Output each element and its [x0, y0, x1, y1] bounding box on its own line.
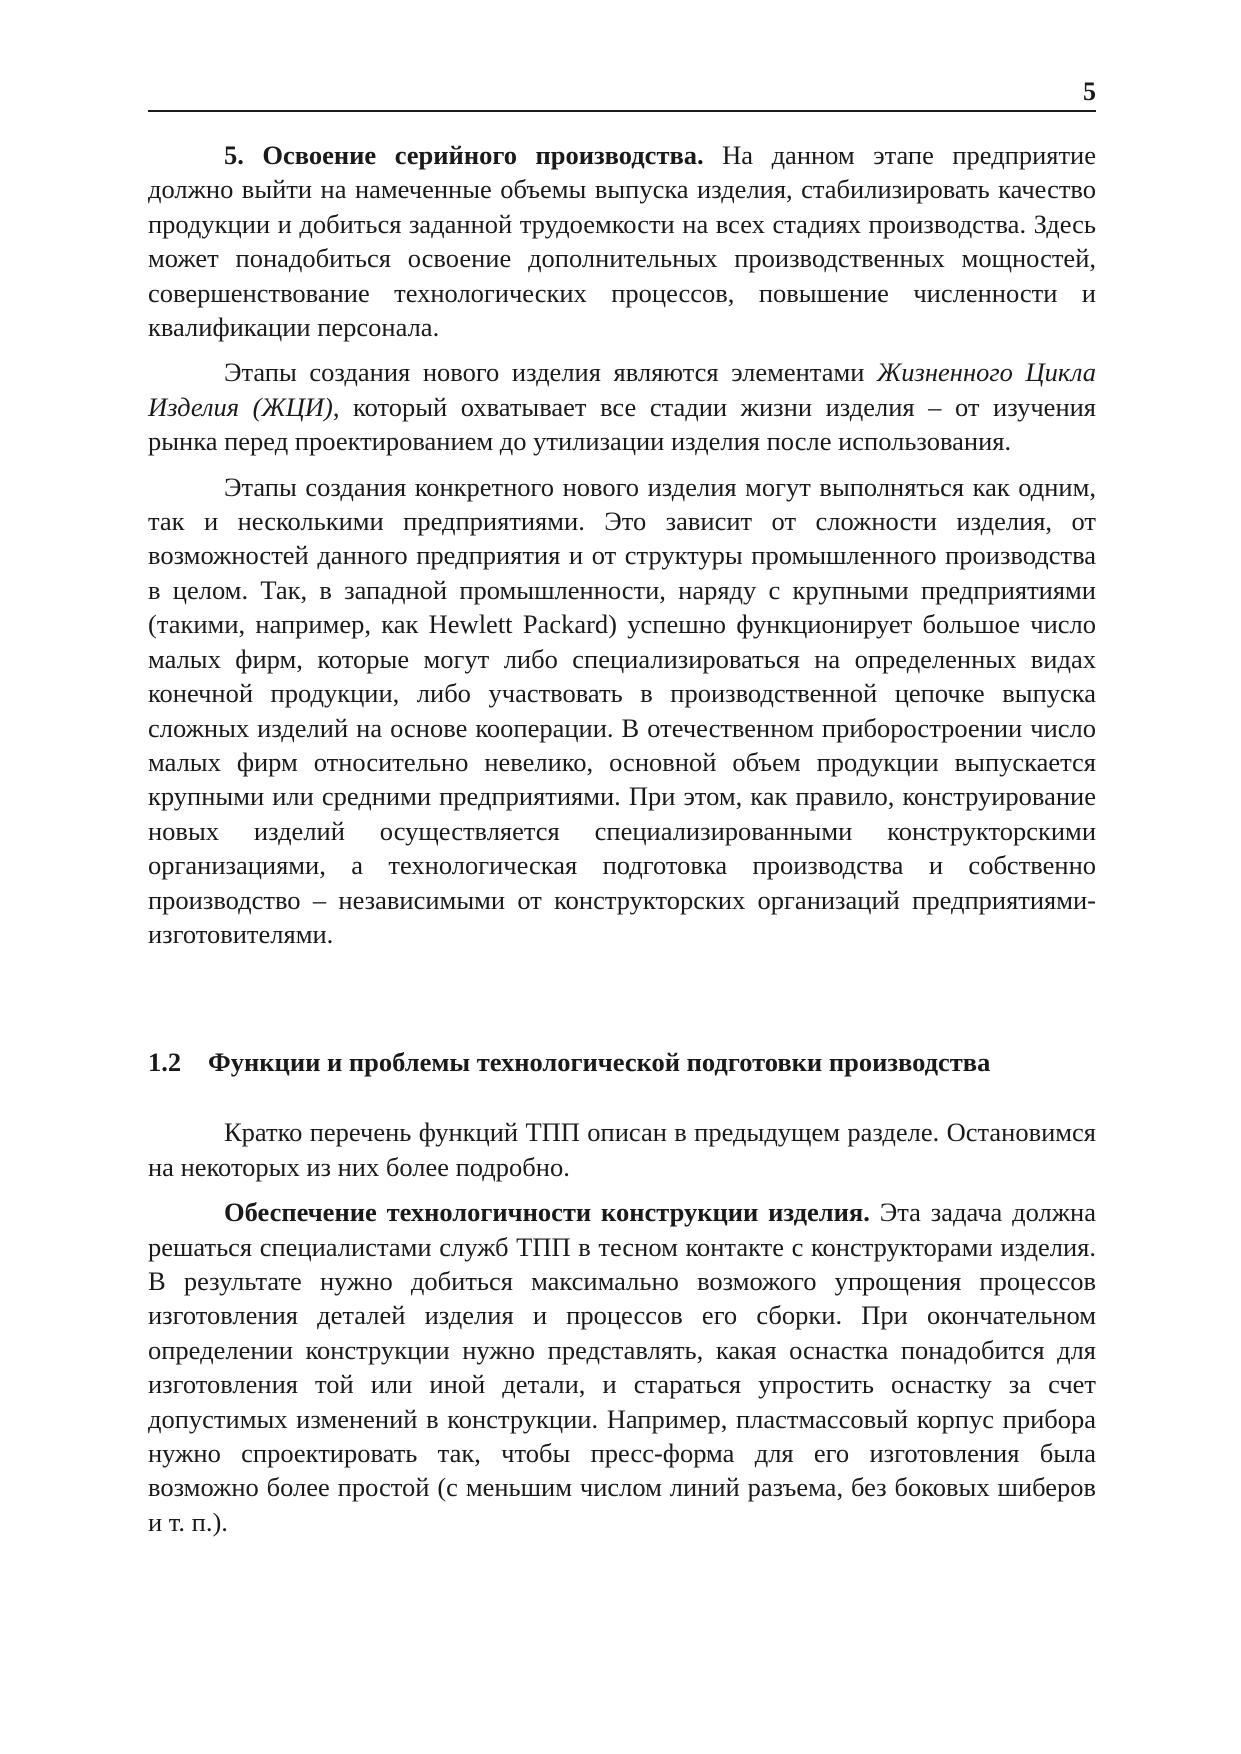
paragraph-functions-intro [148, 1115, 1096, 1184]
page-header [148, 70, 1096, 112]
section-title: Функции и проблемы технологической подготовки производства [208, 1047, 991, 1078]
paragraph-text: Эта задача должна решаться специалистами служб ТПП в тесном контакте с конструкторами изделия. В результате нужно добиться максимально возможого упрощения процессов изготовления деталей изделия и процессов его сборки. При окончательном определении конструкции нужно представлять, какая оснастка понадобится для изготовления той или иной детали, и стараться упростить оснастку за счет допустимых изменений в конструкции. Например, пластмассовый корпус прибора нужно спроектировать так, чтобы пресс-форма для его изготовления была возможно более простой (с меньшим числом линий разъема, без боковых шиберов и т. п.). [148, 1197, 1097, 1537]
paragraph-text: На данном этапе предприятие должно выйти на намеченные объемы выпуска изделия, стабилизировать качество продукции и добиться заданной трудоемкости на всех стадиях производства. Здесь может понадобиться освоение дополнительных производственных мощностей, совершенствование технологических процессов, повышение численности и квалификации персонала. [148, 140, 1097, 343]
paragraph-serial-production [148, 138, 1096, 344]
paragraph-manufacturability [148, 1195, 1096, 1539]
document-page [148, 70, 1096, 1539]
paragraph-product-lifecycle [148, 355, 1096, 458]
paragraph-text-after: , который охватывает все стадии жизни изделия – от изучения рынка перед проектированием до утилизации изделия после использования. [148, 391, 1096, 457]
paragraph-lead-bold: 5. Освоение серийного производства. [224, 140, 704, 170]
page-number: 5 [1083, 77, 1096, 106]
paragraph-production-stages [148, 470, 1096, 952]
paragraph-lead-bold: Обеспечение технологичности конструкции изделия. [224, 1197, 870, 1228]
paragraph-term-italic: Жизненного Цикла Изделия (ЖЦИ) [148, 357, 1096, 422]
paragraph-text: Кратко перечень функций ТПП описан в предыдущем разделе. Остановимся на некоторых из них более подробно. [148, 1117, 1096, 1182]
section-heading [148, 1045, 1096, 1079]
paragraph-text-before: Этапы создания нового изделия являются элементами [224, 357, 878, 388]
section-number: 1.2 [148, 1047, 182, 1078]
paragraph-text: Этапы создания конкретного нового изделия могут выполняться как одним, так и несколькими предприятиями. Это зависит от сложности изделия, от возможностей данного предприятия и от структуры промышленного производства в целом. Так, в западной промышленности, наряду с крупными предприятиями (такими, например, как Hewlett Packard) успешно функционирует большое число малых фирм, которые могут либо специализироваться на определенных видах конечной продукции, либо участвовать в производственной цепочке выпуска сложных изделий на основе кооперации. В отечественном приборостроении число малых фирм относительно невелико, основной объем продукции выпускается крупными или средними предприятиями. При этом, как правило, конструирование новых изделий осуществляется специализированными конструкторскими организациями, а технологическая подготовка производства и собственно производство – независимыми от конструкторских организаций предприятиями-изготовителями. [148, 471, 1096, 949]
